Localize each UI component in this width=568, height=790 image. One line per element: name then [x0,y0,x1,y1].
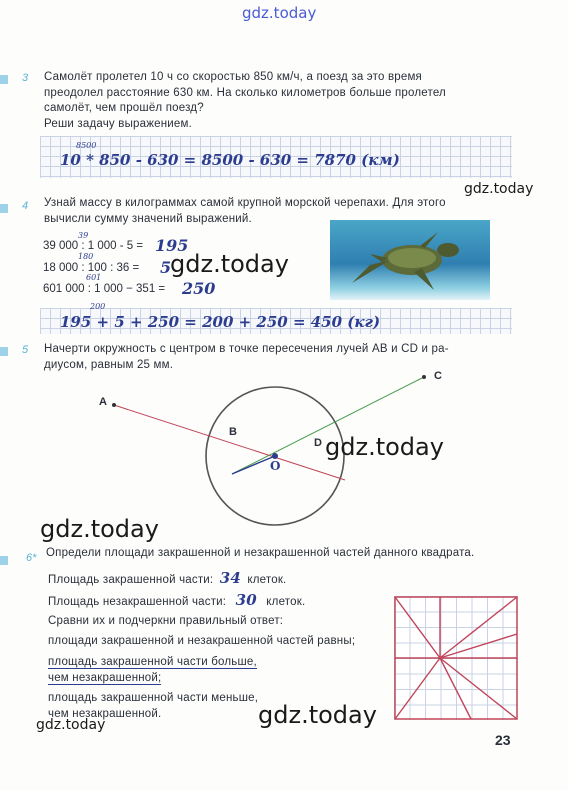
task4-line1: Узнай массу в килограммах самой крупной морской черепахи. Для этого [44,197,446,209]
task4-row2-answer: 5 [160,258,172,277]
task4-row3-answer: 250 [182,279,216,298]
task3-line2: преодолел расстояние 630 км. На сколько километров больше пролетел [44,86,446,99]
task4-row1-answer: 195 [155,236,189,255]
label-o: O [270,459,281,473]
task3-line3: самолёт, чем прошёл поезд? [44,102,204,114]
task3-line1: Самолёт пролетел 10 ч со скоростью 850 км/ч, а поезд за это время [44,71,422,83]
point-a [112,403,116,407]
watermark-top: gdz.today [242,4,317,22]
point-c [422,375,426,379]
task6-number: 6* [26,552,37,564]
task6-line3: Сравни их и подчеркни правильный ответ: [48,615,284,627]
task3-number: 3 [22,72,29,84]
task3-answer: 10 * 850 - 630 = 8500 - 630 = 7870 (км) [60,151,400,169]
task6-option3-line2: чем незакрашенной. [48,707,162,720]
task4-line2: вычисли сумму значений выражений. [44,212,252,225]
task4-row3-expr: 601 000 : 1 000 − 351 = [43,283,166,295]
task6-answer2: 30 [235,591,257,609]
radius-line [232,456,275,474]
label-b: B [229,426,237,438]
watermark-5: gdz.today [258,701,377,729]
watermark-4: gdz.today [40,515,159,543]
task4-sum-note: 200 [90,302,106,311]
label-a: A [99,396,107,408]
task6-option1[interactable]: площади закрашенной и незакрашенной частей равны; [48,635,356,647]
ray-ab [114,405,345,480]
task6-option2-line1: площадь закрашенной части больше, [48,656,257,668]
task4-row1-note: 39 [78,231,89,240]
task5-number: 5 [22,344,29,356]
watermark-6: gdz.today [36,717,106,733]
label-d: D [314,437,322,449]
page-number: 23 [495,732,511,748]
task6-star: * [32,552,37,564]
task6-marker [0,556,8,565]
task5-line1: Начерти окружность с центром в точке пересечения лучей АВ и CD и ра- [44,343,449,355]
task3-line4: Реши задачу выражением. [44,117,192,130]
task6-text: Определи площади закрашенной и незакрашенной частей данного квадрата. [46,547,475,559]
task4-number: 4 [22,200,29,212]
square-figure [394,596,518,720]
task6-line1: Площадь закрашенной части: 34 клеток. [48,569,287,587]
task4-sum: 195 + 5 + 250 = 200 + 250 = 450 (кг) [60,313,381,331]
task4-row3-note: 601 [86,273,102,282]
task6-option2[interactable] [48,655,257,686]
task4-row1-expr: 39 000 : 1 000 - 5 = [43,240,144,252]
label-c: C [434,370,442,382]
task6-option3-line1: площадь закрашенной части меньше, [48,692,259,704]
task5-line2: диусом, равным 25 мм. [44,358,174,371]
watermark-2: gdz.today [170,250,289,278]
watermark-1: gdz.today [464,181,534,197]
task4-row2-expr: 18 000 : 100 : 36 = [43,262,140,274]
task4-row2-note: 180 [78,252,94,261]
task6-line2: Площадь незакрашенной части: 30 клеток. [48,591,306,609]
watermark-3: gdz.today [325,433,444,461]
task6-option2-line2: чем незакрашенной; [48,671,162,684]
task6-answer1: 34 [219,569,241,587]
task3-note: 8500 [76,141,97,150]
